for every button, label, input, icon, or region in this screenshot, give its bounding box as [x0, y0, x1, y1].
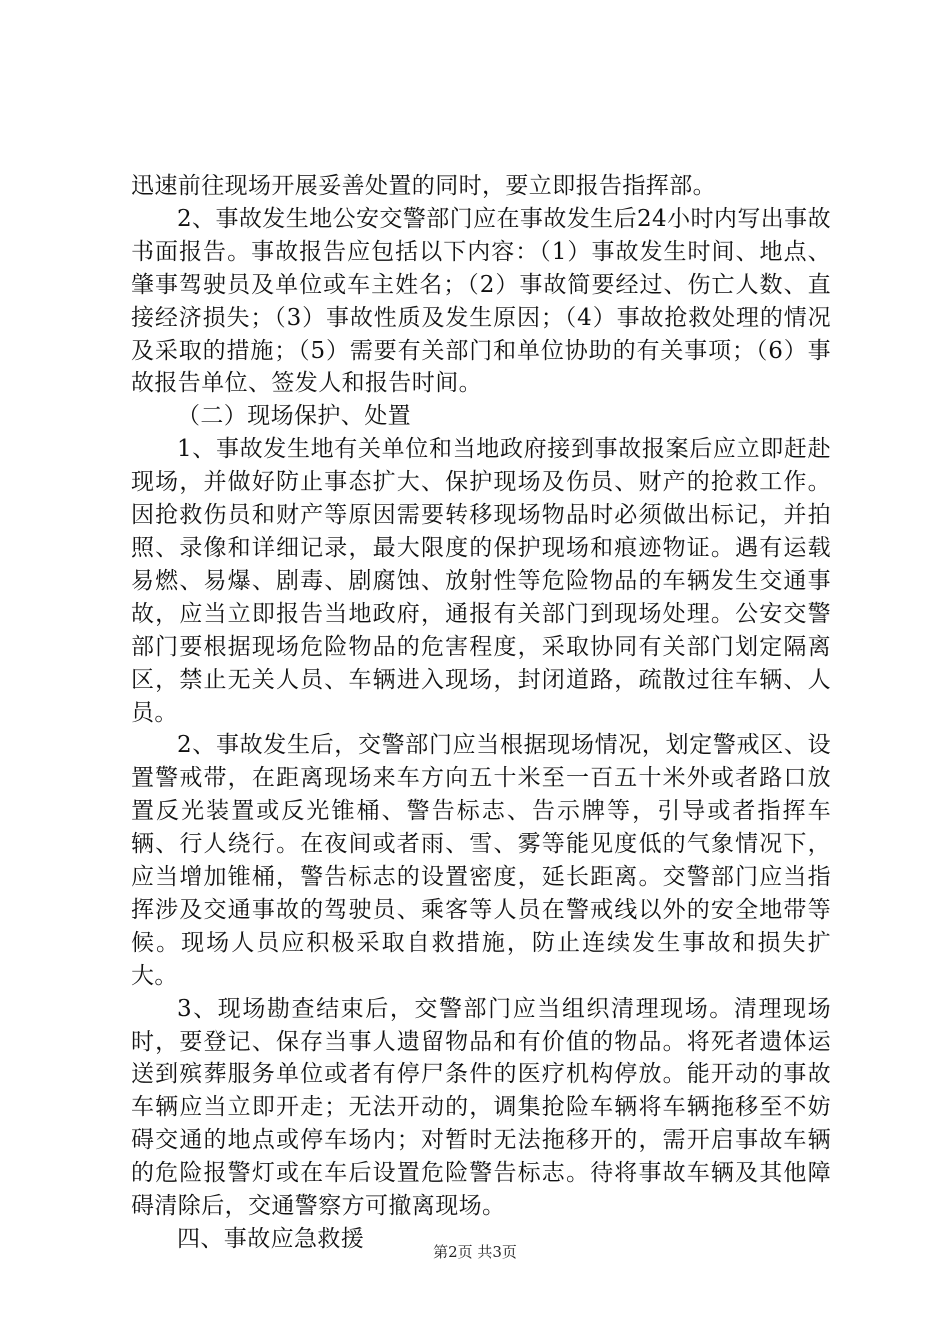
paragraph-continuation: 迅速前往现场开展妥善处置的同时，要立即报告指挥部。: [131, 173, 716, 199]
page-number-footer: 第2页 共3页: [433, 1243, 517, 1261]
paragraph-scene-arrival: 1、事故发生地有关单位和当地政府接到事故报案后应立即赶赴现场，并做好防止事态扩大、保护现场及伤员、财产的抢救工作。因抢救伤员和财产等原因需要转移现场物品时必须做出标记，并拍照、录像和详细记录，最大限度的保护现场和痕迹物证。遇有运载易燃、易爆、剧毒、剧腐蚀、放射性等危险物品的车辆发生交通事故，应当立即报告当地政府，通报有关部门到现场处理。公安交警部门要根据现场危险物品的危害程度，采取协同有关部门划定隔离区，禁止无关人员、车辆进入现场，封闭道路，疏散过往车辆、人员。: [131, 436, 831, 726]
section-heading-emergency-rescue: 四、事故应急救援: [177, 1226, 365, 1252]
document-body: [131, 170, 831, 1256]
section-heading-scene-protection: （二）现场保护、处置: [177, 403, 411, 430]
paragraph-report-content: 2、事故发生地公安交警部门应在事故发生后24小时内写出事故书面报告。事故报告应包括以下内容：（1）事故发生时间、地点、肇事驾驶员及单位或车主姓名；（2）事故简要经过、伤亡人数、直接经济损失；（3）事故性质及发生原因；（4）事故抢救处理的情况及采取的措施；（5）需要有关部门和单位协助的有关事项；（6）事故报告单位、签发人和报告时间。: [131, 205, 831, 397]
paragraph-scene-clearing: 3、现场勘查结束后，交警部门应当组织清理现场。清理现场时，要登记、保存当事人遗留物品和有价值的物品。将死者遗体运送到殡葬服务单位或者有停尸条件的医疗机构停放。能开动的事故车辆应当立即开走；无法开动的，调集抢险车辆将车辆拖移至不妨碍交通的地点或停车场内；对暂时无法拖移开的，需开启事故车辆的危险报警灯或在车后设置危险警告标志。待将事故车辆及其他障碍清除后，交通警察方可撤离现场。: [131, 995, 831, 1220]
paragraph-warning-zone: 2、事故发生后，交警部门应当根据现场情况，划定警戒区、设置警戒带，在距离现场来车方向五十米至一百五十米外或者路口放置反光装置或反光锥桶、警告标志、告示牌等，引导或者指挥车辆、行人绕行。在夜间或者雨、雪、雾等能见度低的气象情况下，应当增加锥桶，警告标志的设置密度，延长距离。交警部门应当指挥涉及交通事故的驾驶员、乘客等人员在警戒线以外的安全地带等候。现场人员应积极采取自救措施，防止连续发生事故和损失扩大。: [131, 732, 831, 989]
